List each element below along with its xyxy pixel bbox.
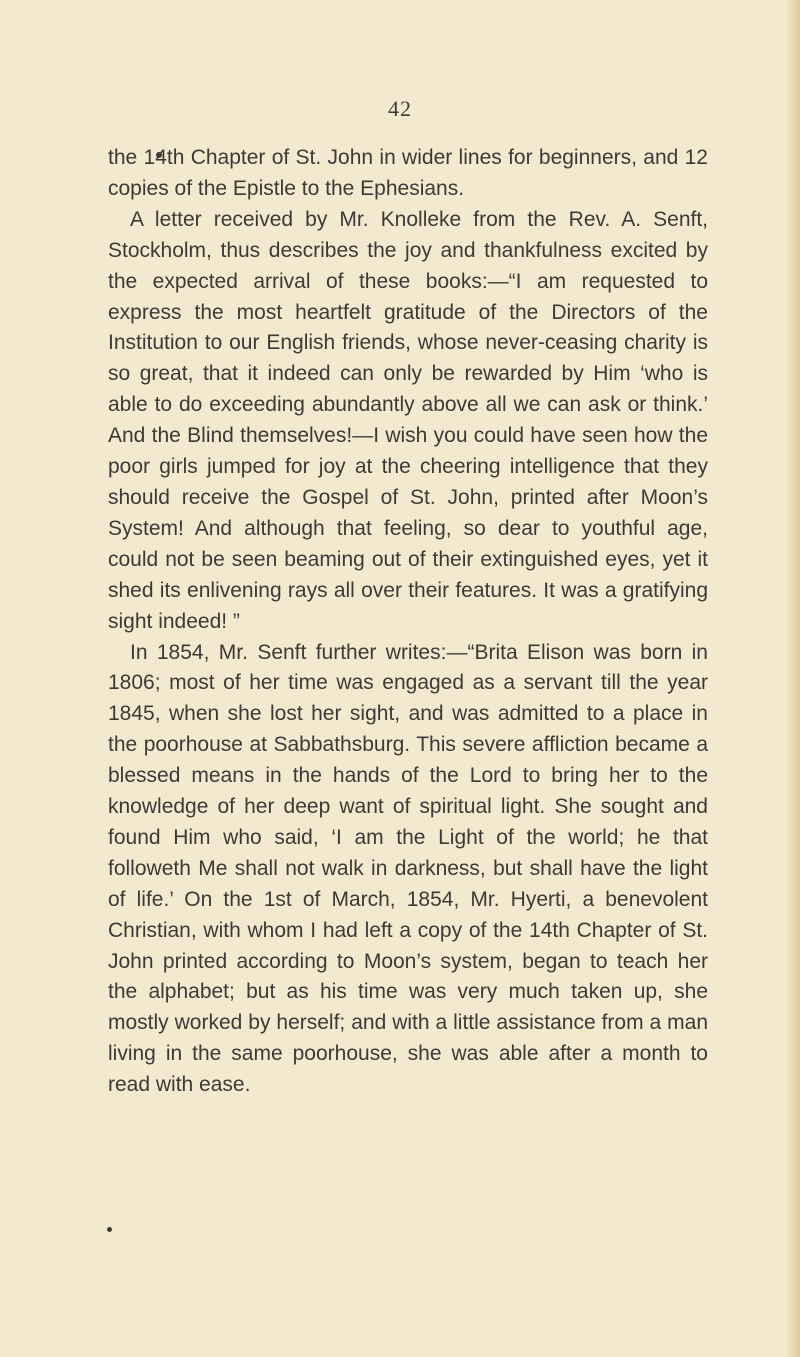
page-edge-shadow (786, 0, 800, 1357)
ink-speck (107, 1227, 112, 1232)
page-number: 42 (388, 96, 412, 121)
paragraph: In 1854, Mr. Senft further writes:—“Brita Elison was born in 1806; most of her time was engaged as a servant till the year 1845, when she lost her sight, and was admitted to a place in the poorhouse at Sabbathsburg. This severe affliction became a blessed means in the hands of the Lord to bring her to the knowledge of her deep want of spiritual light. She sought and found Him who said, ‘I am the Light of the world; he that followeth Me shall not walk in darkness, but shall have the light of life.’ On the 1st of March, 1854, Mr. Hyerti, a benevolent Christian, with whom I had left a copy of the 14th Chapter of St. John printed according to Moon’s system, began to teach her the alphabet; but as his time was very much taken up, she mostly worked by herself; and with a little assistance from a man living in the same poorhouse, she was able after a month to read with ease. (108, 640, 708, 1097)
body-text (108, 143, 708, 1101)
paragraph: A letter received by Mr. Knolleke from the Rev. A. Senft, Stockholm, thus describes the joy and thankfulness excited by the expected arrival of these books:—“I am requested to express the most heartfelt gratitude of the Directors of the Institution to our English friends, whose never-ceasing charity is so great, that it indeed can only be rewarded by Him ‘who is able to do exceeding abundantly above all we can ask or think.’ And the Blind themselves!—I wish you could have seen how the poor girls jumped for joy at the cheering intelligence that they should receive the Gospel of St. John, printed after Moon’s System! And although that feeling, so dear to youthful age, could not be seen beaming out of their extinguished eyes, yet it shed its enlivening rays all over their features. It was a gratifying sight indeed! ” (108, 207, 708, 633)
paragraph: the 14th Chapter of St. John in wider lines for beginners, and 12 copies of the Epistle to the Ephesians. (108, 146, 708, 200)
